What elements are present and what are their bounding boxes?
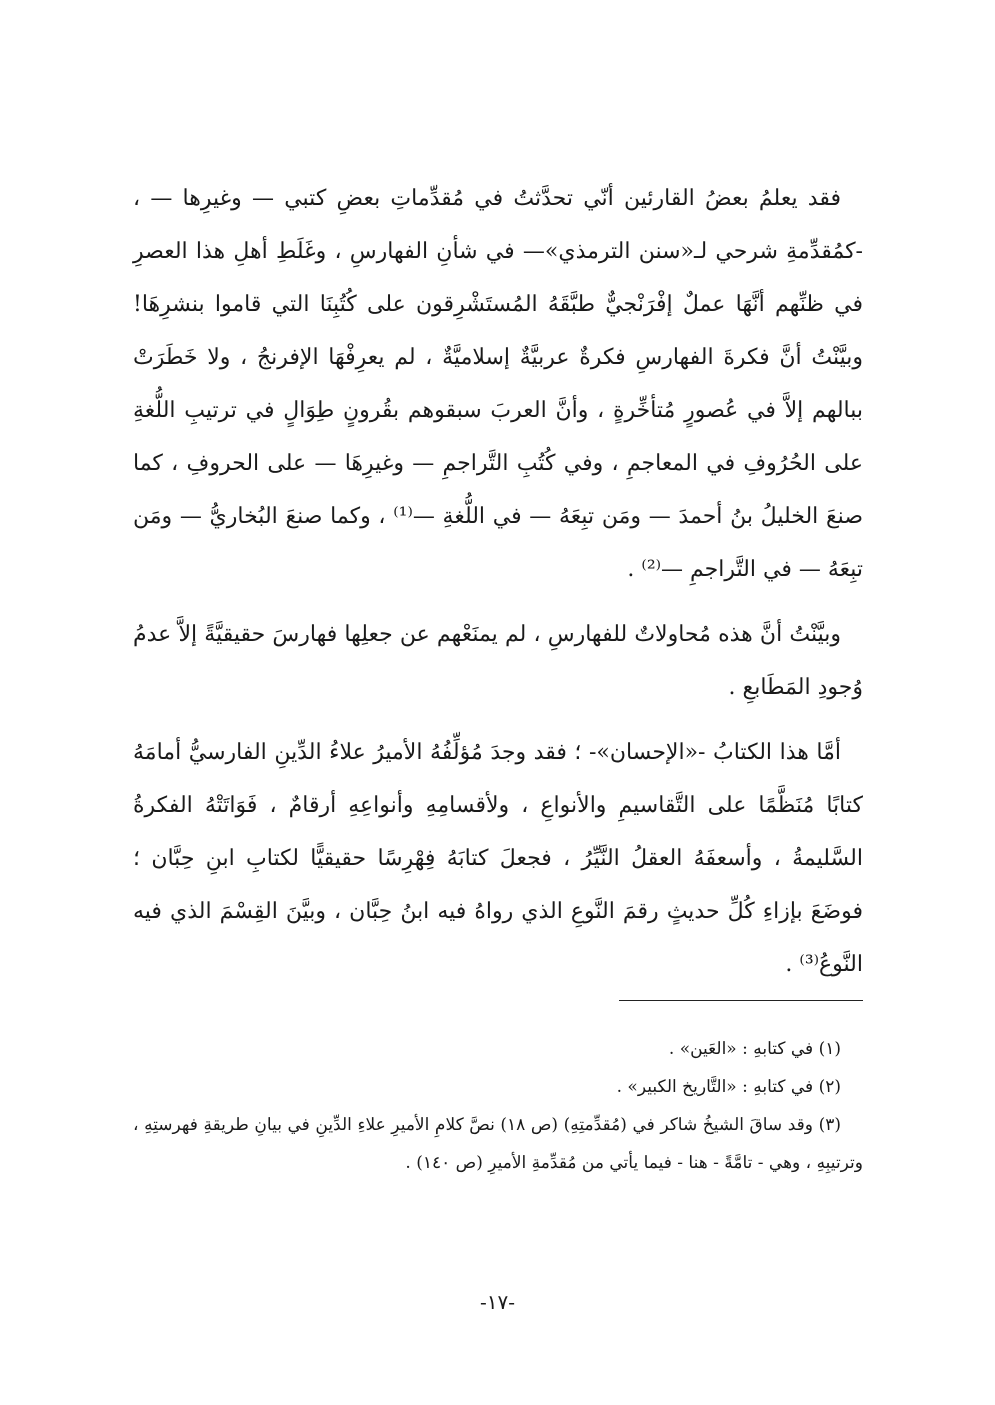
footnote-3 bbox=[133, 1106, 863, 1182]
footnote-1 bbox=[133, 1030, 863, 1068]
paragraph-2 bbox=[133, 608, 863, 714]
paragraph-1-text: فقد يعلمُ بعضُ القارئين أنّي تحدَّثتُ في مُقدِّماتِ بعضِ كتبي — وغيرِها — ، -كمُقدِّمةِ شرحي لـ«سنن الترمذي»— في شأنِ الفهارسِ ، وغَلَطِ أهلِ هذا العصرِ في ظنِّهم أنَّهَا عملٌ إفْرَنْجيٌّ طبَّقَهُ المُستَشْرِقون على كُتُبِنَا التي قاموا بنشرِهَا! وبيَّنْتُ أنَّ فكرةَ الفهارسِ فكرةٌ عربيَّةٌ إسلاميَّةٌ ، لم يعرِفْهَا الإفرنجُ ، ولا خَطَرَتْ ببالهم إلاَّ في عُصورٍ مُتأخِّرةٍ ، وأنَّ العربَ سبقوهم بقُرونٍ طِوَالٍ في ترتيبِ اللُّغةِ على الحُرُوفِ في المعاجمِ ، وفي كُتُبِ التَّراجمِ — وغيرِهَا — على الحروفِ ، كما صنعَ الخليلُ بنُ أحمدَ — ومَن تبِعَهُ — في اللُّغةِ —⁽¹⁾ ، وكما صنعَ البُخاريُّ — ومَن تبِعَهُ — في التَّراجمِ —⁽²⁾ . bbox=[133, 186, 863, 582]
main-text bbox=[133, 172, 863, 991]
footnote-1-text: (١) في كتابهِ : «العَين» . bbox=[668, 1039, 841, 1059]
paragraph-2-text: وبيَّنْتُ أنَّ هذه مُحاولاتٌ للفهارسِ ، لم يمنَعْهم عن جعلِها فهارسَ حقيقيَّةً إلاَّ عدمُ وُجودِ المَطَابعِ . bbox=[133, 622, 863, 700]
paragraph-1 bbox=[133, 172, 863, 596]
footnote-2-text: (٢) في كتابهِ : «التَّاريخ الكبير» . bbox=[616, 1077, 841, 1097]
paragraph-3-text: أمَّا هذا الكتابُ -«الإحسان»- ؛ فقد وجدَ مُؤلِّفُهُ الأميرُ علاءُ الدِّينِ الفارسيُّ أمامَهُ كتابًا مُنَظَّمًا على التَّقاسيمِ والأنواعِ ، ولأقسامِهِ وأنواعِهِ أرقامٌ ، فَوَاتَتْهُ الفكرةُ السَّليمةُ ، وأسعفَهُ العقلُ النَّيِّرُ ، فجعلَ كتابَهُ فِهْرِسًا حقيقيًّا لكتابِ ابنِ حِبَّان ؛ فوضَعَ بإزاءِ كُلِّ حديثٍ رقمَ النَّوعِ الذي رواهُ فيه ابنُ حِبَّان ، وبيَّنَ القِسْمَ الذي فيه النَّوعُ⁽³⁾ . bbox=[133, 740, 863, 977]
footnote-separator bbox=[619, 1000, 863, 1001]
page-number: -١٧- bbox=[479, 1290, 515, 1314]
footnotes bbox=[133, 1030, 863, 1182]
footnote-3-text: (٣) وقد ساقَ الشيخُ شاكر في (مُقدِّمتِهِ) (ص ١٨) نصَّ كلامِ الأميرِ علاءِ الدِّينِ في بيانِ طريقةِ فهرستِهِ ، وترتيبِهِ ، وهي - تامَّةً - هنا - فيما يأتي من مُقدِّمةِ الأميرِ (ص ١٤٠) . bbox=[133, 1115, 863, 1173]
paragraph-3 bbox=[133, 726, 863, 991]
footnote-2 bbox=[133, 1068, 863, 1106]
